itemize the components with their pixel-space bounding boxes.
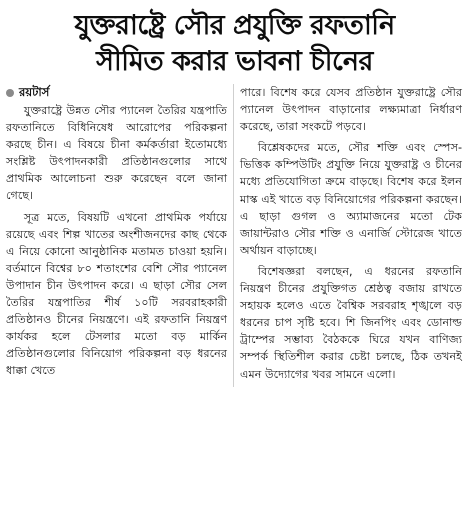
left-column bbox=[6, 84, 234, 387]
article-body bbox=[6, 84, 463, 387]
headline bbox=[6, 8, 463, 80]
headline-line-2: সীমিত করার ভাবনা চীনের bbox=[96, 46, 373, 77]
paragraph: যুক্তরাষ্ট্রে উন্নত সৌর প্যানেল তৈরির যন্ত্রপাতি রফতানিতে বিধিনিষেধ আরোপের পরিকল্পনা করছে চীন। এ বিষয়ে চীনা কর্মকর্তারা ইতোমধ্যে সংশ্লিষ্ট উৎপাদনকারী প্রতিষ্ঠানগুলোর সাথে প্রাথমিক আলোচনা শুরু করেছেন বলে জানা গেছে। bbox=[6, 104, 227, 203]
paragraph: বিশেষজ্ঞরা বলছেন, এ ধরনের রফতানি নিয়ন্ত্রণ চীনের প্রযুক্তিগত শ্রেষ্ঠত্ব বজায় রাখতে সহায়ক হলেও এতে বৈশ্বিক সরবরাহ শৃঙ্খলে বড় ধরনের চাপ সৃষ্টি হবে। শি জিনপিং এবং ডোনাল্ড ট্রাম্পের সম্ভাব্য বৈঠককে ঘিরে যখন বাণিজ্য সম্পর্ক স্থিতিশীল করার চেষ্টা চলছে, ঠিক তখনই এমন উদ্যোগের খবর সামনে এলো। bbox=[240, 264, 462, 381]
byline-source: রয়টার্স bbox=[19, 84, 50, 99]
paragraph: সূত্র মতে, বিষয়টি এখনো প্রাথমিক পর্যায়ে রয়েছে এবং শিল্প খাতের অংশীজনদের কাছ থেকে এ নিয়ে কোনো আনুষ্ঠানিক মতামত চাওয়া হয়নি। বর্তমানে বিশ্বের ৮০ শতাংশের বেশি সৌর প্যানেল উপাদান চীন উৎপাদন করে। এ ছাড়া সৌর সেল তৈরির যন্ত্রপাতির শীর্ষ ১০টি সরবরাহকারী প্রতিষ্ঠানও চীনের নিয়ন্ত্রণে। এই রফতানি নিয়ন্ত্রণ কার্যকর হলে টেসলার মতো বড় মার্কিন প্রতিষ্ঠানগুলোর বিনিয়োগ পরিকল্পনা বড় ধরনের ধাক্কা খেতে bbox=[6, 210, 227, 378]
bullet-icon bbox=[6, 89, 14, 97]
right-column bbox=[234, 84, 462, 387]
paragraph: বিশ্লেষকদের মতে, সৌর শক্তি এবং স্পেস-ভিত্তিক কম্পিউটিং প্রযুক্তি নিয়ে যুক্তরাষ্ট্র ও চীনের মধ্যে প্রতিযোগিতা ক্রমে বাড়ছে। বিশেষ করে ইলন মাস্ক এই খাতে বড় বিনিয়োগের পরিকল্পনা করছেন। এ ছাড়া গুগল ও অ্যামাজনের মতো টেক জায়ান্টরাও সৌর শক্তি ও এনার্জি স্টোরেজ খাতে অর্থায়ন বাড়াচ্ছে। bbox=[240, 141, 462, 257]
byline bbox=[6, 84, 227, 101]
paragraph: পারে। বিশেষ করে যেসব প্রতিষ্ঠান যুক্তরাষ্ট্রে সৌর প্যানেল উৎপাদন বাড়ানোর লক্ষ্যমাত্রা নির্ধারণ করেছে, তারা সংকটে পড়বে। bbox=[240, 86, 462, 134]
headline-line-1: যুক্তরাষ্ট্রে সৌর প্রযুক্তি রফতানি bbox=[74, 10, 395, 41]
